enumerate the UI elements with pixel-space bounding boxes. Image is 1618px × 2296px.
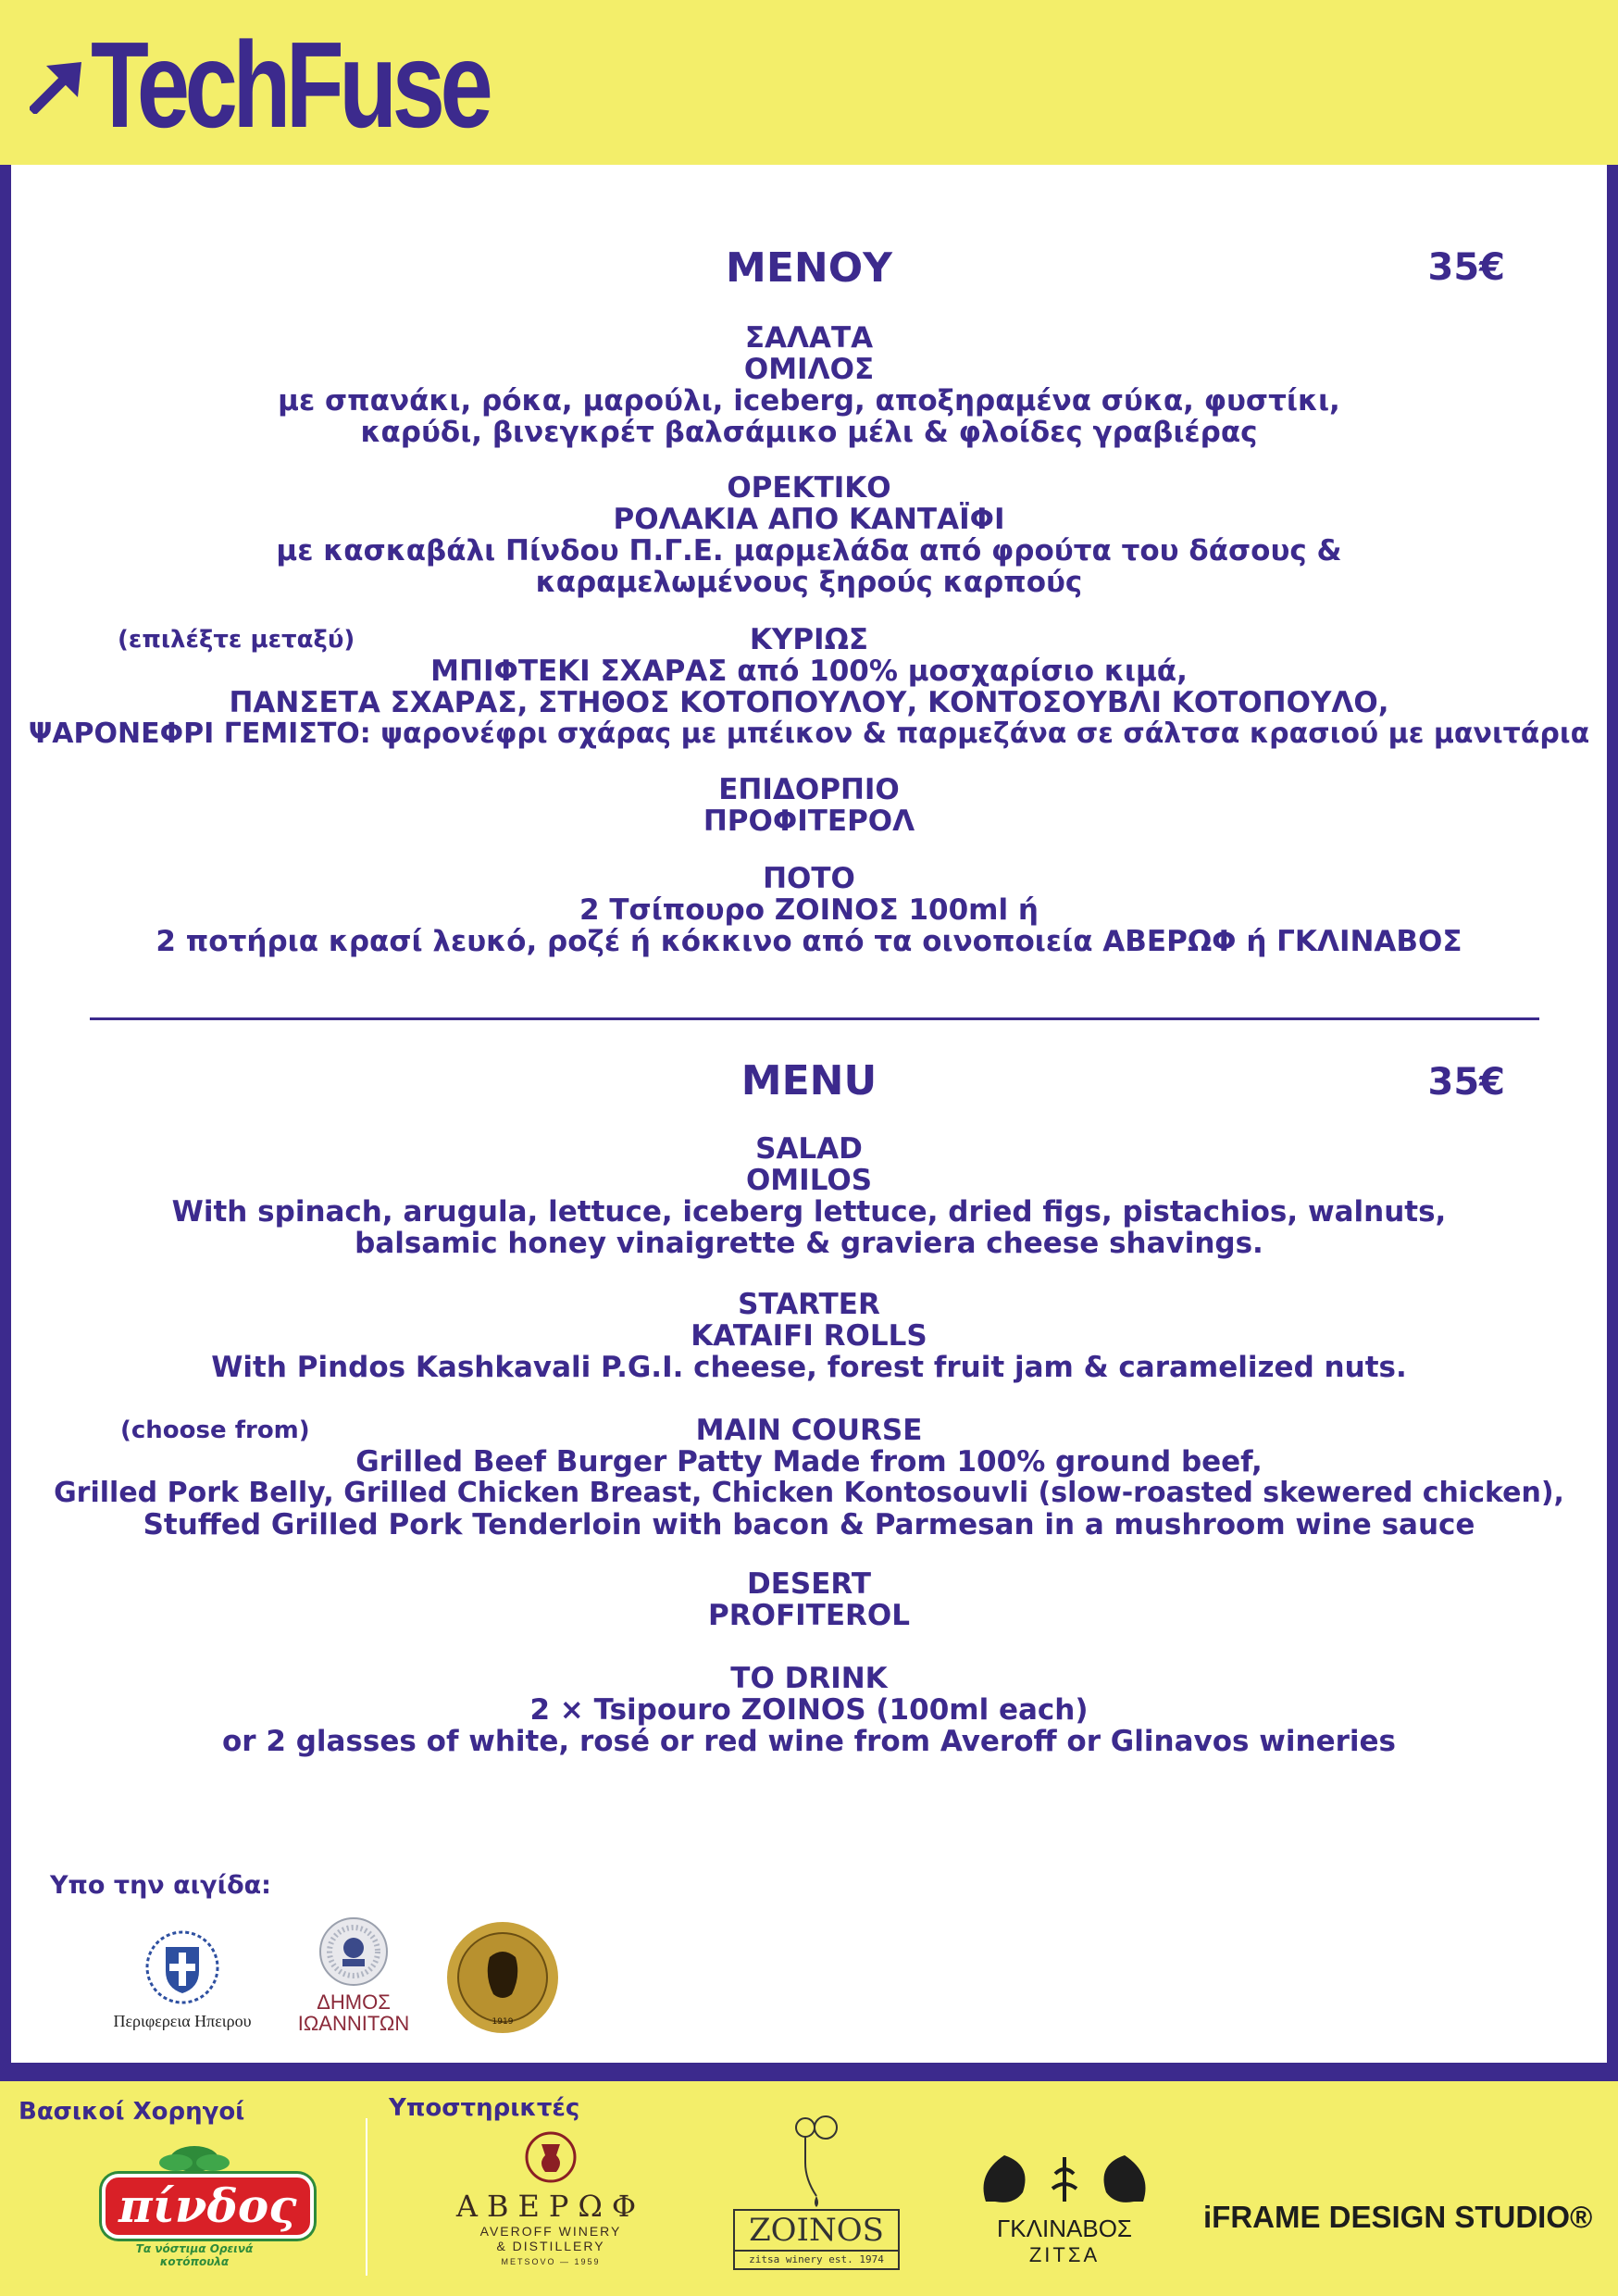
averoff-emblem-icon (523, 2128, 579, 2185)
price-greek: 35€ (1427, 246, 1505, 289)
section-divider (90, 1017, 1539, 1020)
course-line: ΠΡΟΦΙΤΕΡΟΛ (703, 805, 915, 838)
glinavos-peacocks-icon (967, 2146, 1162, 2211)
course-line: ΠΑΝΣΕΤΑ ΣΧΑΡΑΣ, ΣΤΗΘΟΣ ΚΟΤΟΠΟΥΛΟΥ, ΚΟΝΤΟΣΟΥΒΛΙ ΚΟΤΟΠΟΥΛΟ, (229, 686, 1389, 719)
techfuse-logo (30, 17, 600, 153)
course-heading: ΟΡΕΚΤΙΚΟ (727, 471, 891, 505)
course-drink-greek (11, 863, 1607, 957)
choose-note-greek: (επιλέξτε μεταξύ) (118, 626, 355, 654)
course-main-greek (11, 624, 1607, 750)
pindos-wordmark: πίνδος (102, 2174, 314, 2239)
course-line: Grilled Pork Belly, Grilled Chicken Breast, Chicken Kontosouvli (slow-roasted skewered chicken), (54, 1477, 1564, 1509)
menu-title-greek: ΜΕΝΟΥ (726, 244, 892, 292)
menu-paper (11, 165, 1607, 2063)
course-line: καρύδι, βινεγκρέτ βαλσάμικο μέλι & φλοίδες γραβιέρας (360, 416, 1258, 449)
iframe-design-studio-logo (1203, 2200, 1592, 2235)
course-line: ΟΜΙΛΟΣ (743, 353, 875, 386)
footer-separator (366, 2118, 367, 2276)
course-salad-english (11, 1133, 1607, 1259)
course-heading: SALAD (755, 1132, 863, 1166)
course-line: Stuffed Grilled Pork Tenderloin with bacon & Parmesan in a mushroom wine sauce (143, 1508, 1475, 1541)
averoff-subtitle: AVEROFF WINERY (479, 2224, 622, 2239)
course-heading: ΠΟΤΟ (763, 862, 855, 895)
region-epirus-logo (99, 1928, 266, 2031)
english-menu (11, 1057, 1607, 1104)
glinavos-name: ΓΚΛΙΝΑΒΟΣ (996, 2215, 1132, 2242)
municipality-emblem-icon (317, 1915, 391, 1989)
glinavos-subtitle: ΖΙΤΣΑ (1028, 2243, 1101, 2266)
header (0, 0, 1618, 165)
pindos-logo (102, 2137, 297, 2276)
main-sponsors-label: Βασικοί Χορηγοί (19, 2098, 245, 2126)
zoinos-still-icon (779, 2107, 853, 2209)
course-line: balsamic honey vinaigrette & graviera cheese shavings. (355, 1227, 1263, 1260)
course-heading: ΚΥΡΙΩΣ (749, 623, 869, 656)
course-line: 2 ποτήρια κρασί λευκό, ροζέ ή κόκκινο από τα οινοποιεία ΑΒΕΡΩΦ ή ΓΚΛΙΝΑΒΟΣ (156, 925, 1462, 958)
averoff-subtitle: & DISTILLERY (496, 2239, 605, 2253)
gold-seal-icon (445, 1920, 560, 2035)
course-line: OMILOS (745, 1164, 873, 1197)
course-heading: ΣΑΛΑΤΑ (744, 321, 874, 355)
chamber-seal-logo (442, 1920, 563, 2039)
course-line: 2 × Tsipouro ZOINOS (100ml each) (529, 1693, 1089, 1727)
menu-title-english: MENU (741, 1057, 877, 1104)
course-starter-greek (11, 472, 1607, 598)
course-heading: DESERT (746, 1567, 872, 1601)
averoff-name: ΑΒΕΡΩΦ (455, 2189, 646, 2224)
region-name: Περιφερεια Ηπειρου (113, 2012, 252, 2030)
supporters-label: Υποστηρικτές (389, 2094, 580, 2122)
zoinos-name: ZOINOS (733, 2209, 900, 2252)
greek-menu (11, 244, 1607, 292)
municipality-ioannina-logo (270, 1915, 437, 2035)
course-line: With Pindos Kashkavali P.G.I. cheese, forest fruit jam & caramelized nuts. (211, 1351, 1407, 1384)
course-heading: TO DRINK (730, 1662, 888, 1695)
greek-coat-of-arms-icon (143, 1928, 221, 2006)
course-line: ΜΠΙΦΤΕΚΙ ΣΧΑΡΑΣ από 100% μοσχαρίσιο κιμά, (430, 655, 1188, 688)
brand-name: TechFuse (91, 17, 489, 153)
averoff-established: METSOVO — 1959 (501, 2257, 601, 2266)
zoinos-subtitle: zitsa winery est. 1974 (733, 2252, 900, 2270)
course-line: With spinach, arugula, lettuce, iceberg lettuce, dried figs, pistachios, walnuts, (171, 1195, 1447, 1229)
course-drink-english (11, 1663, 1607, 1757)
course-line: or 2 glasses of white, rosé or red wine from Averoff or Glinavos wineries (222, 1725, 1396, 1758)
course-line: με κασκαβάλι Πίνδου Π.Γ.Ε. μαρμελάδα από φρούτα του δάσους & (276, 534, 1342, 568)
glinavos-logo (963, 2146, 1166, 2267)
course-line: με σπανάκι, ρόκα, μαρούλι, iceberg, αποξηραμένα σύκα, φυστίκι, (278, 384, 1340, 418)
patronage-label: Υπο την αιγίδα: (50, 1871, 271, 1900)
course-heading: ΕΠΙΔΟΡΠΙΟ (718, 773, 900, 806)
course-line: Grilled Beef Burger Patty Made from 100% ground beef, (355, 1445, 1263, 1479)
course-dessert-english (11, 1568, 1607, 1631)
arrow-icon (30, 56, 87, 114)
choose-note-english: (choose from) (120, 1416, 310, 1444)
averoff-logo (444, 2128, 657, 2266)
course-line: KATAIFI ROLLS (691, 1319, 927, 1353)
seal-year: 1919 (492, 2017, 514, 2027)
course-line: ΨΑΡΟΝΕΦΡΙ ΓΕΜΙΣΤΟ: ψαρονέφρι σχάρας με μπέικον & παρμεζάνα σε σάλτσα κρασιού με μανιτάρια (28, 718, 1590, 750)
pindos-tagline: Τα νόστιμα Ορεινά κοτόπουλα (135, 2242, 254, 2268)
course-salad-greek (11, 322, 1607, 448)
price-english: 35€ (1427, 1061, 1505, 1104)
municipality-line: ΔΗΜΟΣ (317, 1990, 391, 2014)
pindos-leaf-icon (102, 2137, 287, 2174)
course-line: ΡΟΛΑΚΙΑ ΑΠΟ ΚΑΝΤΑΪΦΙ (613, 503, 1005, 536)
course-heading: MAIN COURSE (695, 1414, 923, 1447)
course-main-english (11, 1415, 1607, 1541)
course-line: 2 Τσίπουρο ΖΟΙΝΟΣ 100ml ή (579, 893, 1039, 927)
menu-frame (0, 165, 1618, 2081)
course-starter-english (11, 1289, 1607, 1383)
iframe-wordmark: iFRAME DESIGN STUDIO® (1203, 2200, 1593, 2234)
sponsors-footer (0, 2081, 1618, 2296)
course-line: καραμελωμένους ξηρούς καρπούς (535, 566, 1083, 599)
municipality-line: ΙΩΑΝΝΙΤΩΝ (297, 2012, 410, 2035)
course-line: PROFITEROL (708, 1599, 910, 1632)
course-heading: STARTER (738, 1288, 880, 1321)
zoinos-logo (724, 2107, 909, 2270)
course-dessert-greek (11, 774, 1607, 837)
